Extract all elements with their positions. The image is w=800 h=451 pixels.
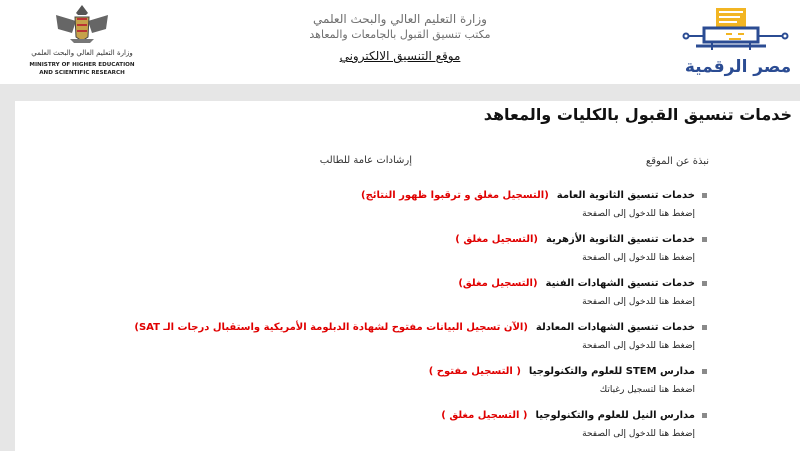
service-title: مدارس النيل للعلوم والتكنولوجيا xyxy=(535,410,695,421)
service-title: خدمات تنسيق الشهادات الفنية xyxy=(545,278,695,289)
ministry-logo xyxy=(26,3,138,79)
laptop-circuit-icon xyxy=(684,8,788,50)
square-bullet-icon xyxy=(702,413,707,418)
service-enter-link[interactable]: إضغط هنا للدخول إلى الصفحة xyxy=(582,429,695,439)
service-enter-link[interactable]: إضغط هنا للدخول إلى الصفحة xyxy=(582,341,695,351)
eagle-emblem-icon xyxy=(56,5,108,43)
student-guide-link[interactable]: إرشادات عامة للطالب xyxy=(319,155,412,166)
header-text xyxy=(280,12,520,65)
ministry-arabic-logotype: وزارة التعليم العالي والبحث العلمي xyxy=(31,49,133,57)
service-title: خدمات تنسيق الثانوية الأزهرية xyxy=(546,234,695,245)
service-title: خدمات تنسيق الشهادات المعادلة xyxy=(535,322,695,333)
service-status: (الآن تسجيل البيانات مفتوح لشهادة الدبلومة الأمريكية واستقبال درجات الـ SAT) xyxy=(134,322,528,333)
about-site-link[interactable]: نبذة عن الموقع xyxy=(645,156,709,167)
square-bullet-icon xyxy=(702,193,707,198)
service-status: (التسجيل مغلق و ترقبوا ظهور النتائج) xyxy=(361,190,549,201)
service-status: (التسجيل مغلق) xyxy=(458,278,538,289)
service-status: (التسجيل مغلق ) xyxy=(455,234,538,245)
service-status: ( التسجيل مغلق ) xyxy=(441,410,528,421)
service-enter-link[interactable]: إضغط هنا للدخول إلى الصفحة xyxy=(582,297,695,307)
page-title: خدمات تنسيق القبول بالكليات والمعاهد xyxy=(483,105,792,124)
service-enter-link[interactable]: إضغط هنا للدخول إلى الصفحة xyxy=(582,253,695,263)
ministry-english-line1: MINISTRY OF HIGHER EDUCATION xyxy=(29,62,135,68)
square-bullet-icon xyxy=(702,281,707,286)
site-title-link[interactable]: موقع التنسيق الالكتروني xyxy=(339,49,461,63)
service-status: ( التسجيل مفتوح ) xyxy=(428,366,521,377)
ministry-english-line2: AND SCIENTIFIC RESEARCH xyxy=(39,70,125,76)
service-title: خدمات تنسيق الثانوية العامة xyxy=(556,190,695,201)
service-title: مدارس STEM للعلوم والتكنولوجيا xyxy=(528,366,695,377)
site-header xyxy=(0,0,800,84)
service-item-equivalent-certificates xyxy=(134,321,707,352)
service-item-nile-schools xyxy=(147,409,707,440)
brand-logo[interactable] xyxy=(682,6,794,80)
service-item-general-secondary xyxy=(147,189,707,220)
service-item-stem-schools xyxy=(147,365,707,396)
services-panel xyxy=(15,101,800,451)
square-bullet-icon xyxy=(702,369,707,374)
brand-name: مصر الرقمية xyxy=(684,57,792,77)
office-title: مكتب تنسيق القبول بالجامعات والمعاهد xyxy=(309,28,491,41)
service-enter-link[interactable]: إضغط هنا للدخول إلى الصفحة xyxy=(582,209,695,219)
service-enter-link[interactable]: اضغط هنا لتسجيل رغباتك xyxy=(599,385,695,395)
square-bullet-icon xyxy=(702,237,707,242)
service-item-technical-certificates xyxy=(147,277,707,308)
service-item-azhar-secondary xyxy=(147,233,707,264)
square-bullet-icon xyxy=(702,325,707,330)
ministry-title: وزارة التعليم العالي والبحث العلمي xyxy=(313,12,487,26)
